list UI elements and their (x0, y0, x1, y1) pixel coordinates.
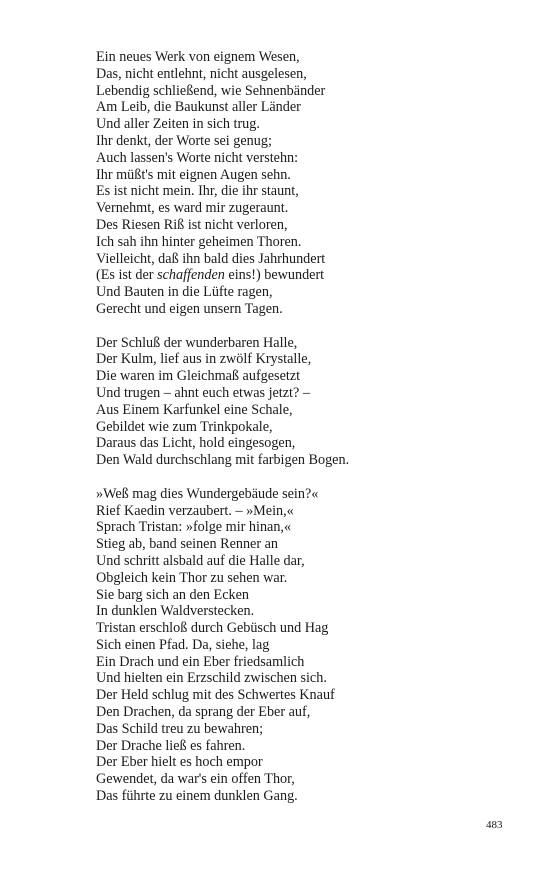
verse-line: Den Drachen, da sprang der Eber auf, (96, 704, 311, 721)
verse-line: Vielleicht, daß ihn bald dies Jahrhundert (96, 250, 326, 267)
verse-line: Des Riesen Riß ist nicht verloren, (96, 216, 288, 233)
verse-line: Der Held schlug mit des Schwertes Knauf (96, 687, 335, 704)
verse-line: Der Schluß der wunderbaren Halle, (96, 334, 298, 351)
verse-line: Ihr denkt, der Worte sei genug; (96, 132, 272, 149)
verse-line: Ihr müßt's mit eignen Augen sehn. (96, 166, 291, 183)
verse-line: In dunklen Waldverstecken. (96, 603, 255, 620)
verse-line: Gerecht und eigen unsern Tagen. (96, 300, 283, 317)
verse-line: Gebildet wie zum Trinkpokale, (96, 418, 273, 435)
stanza (96, 335, 516, 469)
verse-line: Ein Drach und ein Eber friedsamlich (96, 653, 305, 670)
verse-line: Auch lassen's Worte nicht verstehn: (96, 149, 299, 166)
verse-line: Und trugen – ahnt euch etwas jetzt? – (96, 384, 310, 401)
verse-line: Und schritt alsbald auf die Halle dar, (96, 552, 305, 569)
verse-line: Daraus das Licht, hold eingesogen, (96, 435, 296, 452)
verse-line: Sprach Tristan: »folge mir hinan,« (96, 519, 292, 536)
verse-fragment: (Es ist der (96, 267, 158, 284)
verse-line: Am Leib, die Baukunst aller Länder (96, 99, 301, 116)
verse-line: Das führte zu einem dunklen Gang. (96, 788, 298, 805)
page-number: 483 (486, 819, 503, 831)
verse-line: Sich einen Pfad. Da, siehe, lag (96, 636, 270, 653)
verse-line: Und hielten ein Erzschild zwischen sich. (96, 670, 327, 687)
stanza (96, 486, 516, 805)
verse-line: Der Kulm, lief aus in zwölf Krystalle, (96, 351, 312, 368)
verse-line: Obgleich kein Thor zu sehen war. (96, 569, 288, 586)
verse-line: Und aller Zeiten in sich trug. (96, 116, 260, 133)
verse-line: Aus Einem Karfunkel eine Schale, (96, 401, 293, 418)
verse-line: Den Wald durchschlang mit farbigen Bogen. (96, 452, 350, 469)
stanza (96, 49, 516, 318)
verse-line: Es ist nicht mein. Ihr, die ihr staunt, (96, 183, 299, 200)
verse-line: Gewendet, da war's ein offen Thor, (96, 771, 295, 788)
verse-line: Ein neues Werk von eignem Wesen, (96, 49, 300, 65)
verse-line: »Weß mag dies Wundergebäude sein?« (96, 485, 319, 502)
verse-line: Ich sah ihn hinter geheimen Thoren. (96, 233, 302, 250)
verse-line: Sie barg sich an den Ecken (96, 586, 249, 603)
verse-line: Und Bauten in die Lüfte ragen, (96, 284, 273, 301)
poem-page (96, 49, 516, 805)
emphasized-word: schaffenden (157, 267, 225, 284)
verse-line: Das, nicht entlehnt, nicht ausgelesen, (96, 65, 307, 82)
verse-line: Rief Kaedin verzaubert. – »Mein,« (96, 502, 294, 519)
verse-line: Lebendig schließend, wie Sehnenbänder (96, 82, 326, 99)
verse-line: Tristan erschloß durch Gebüsch und Hag (96, 620, 329, 637)
verse-fragment: eins!) bewundert (224, 267, 325, 284)
verse-line: Das Schild treu zu bewahren; (96, 720, 264, 737)
verse-line-with-emphasis (96, 267, 516, 284)
verse-line: Der Eber hielt es hoch empor (96, 754, 263, 771)
verse-line: Stieg ab, band seinen Renner an (96, 536, 279, 553)
verse-line: Der Drache ließ es fahren. (96, 737, 246, 754)
verse-line: Vernehmt, es ward mir zugeraunt. (96, 200, 289, 217)
verse-line: Die waren im Gleichmaß aufgesetzt (96, 368, 301, 385)
